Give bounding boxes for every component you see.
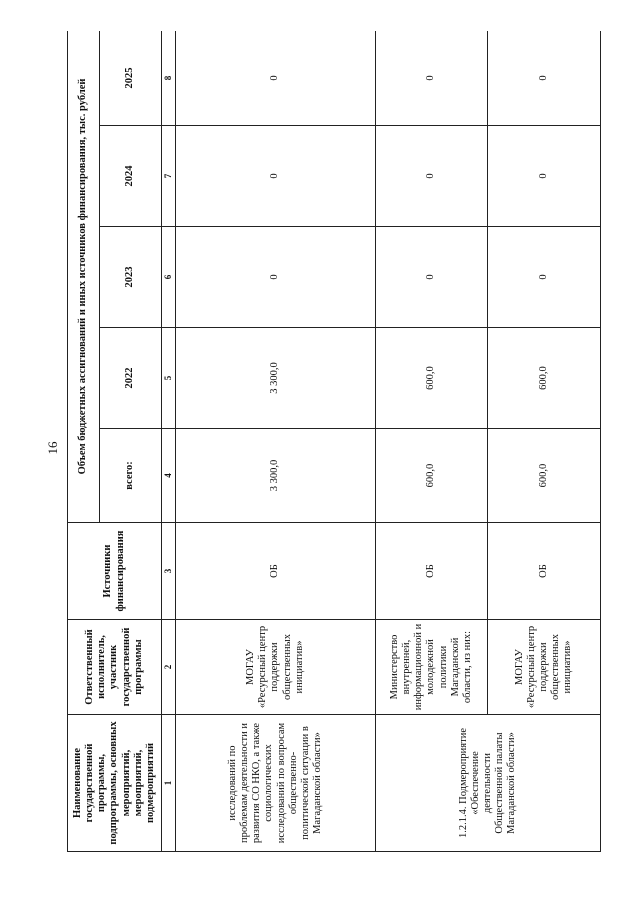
col-number: 2: [162, 620, 176, 715]
header-year-2022: 2022: [100, 328, 162, 429]
header-executor: Ответственный исполнитель, участник государственной программы: [68, 620, 162, 715]
row-2022: 600,0: [376, 328, 488, 429]
header-source: Источники финансирования: [68, 523, 162, 620]
row-source: ОБ: [376, 523, 488, 620]
header-year-2024: 2024: [100, 126, 162, 227]
row-total: 600,0: [488, 429, 601, 523]
header-total: всего:: [100, 429, 162, 523]
row-total: 600,0: [376, 429, 488, 523]
header-row-1: [68, 31, 100, 852]
row-2022: 3 300,0: [176, 328, 376, 429]
row-2023: 0: [488, 227, 601, 328]
col-number: 6: [162, 227, 176, 328]
row-2025: 0: [488, 31, 601, 126]
funding-table: [67, 31, 601, 852]
rotated-table-content: [67, 31, 601, 852]
col-number: 1: [162, 715, 176, 852]
table-row: [176, 31, 376, 852]
row-executor: МОГАУ «Ресурсный центр поддержки общественных инициатив»: [488, 620, 601, 715]
col-number: 4: [162, 429, 176, 523]
row-2025: 0: [376, 31, 488, 126]
row-2023: 0: [176, 227, 376, 328]
row-source: ОБ: [488, 523, 601, 620]
row-2023: 0: [376, 227, 488, 328]
header-year-2023: 2023: [100, 227, 162, 328]
col-number: 3: [162, 523, 176, 620]
page-number: 16: [45, 441, 60, 455]
row-2024: 0: [376, 126, 488, 227]
header-funding-group: Объем бюджетных ассигнований и иных источников финансирования, тыс. рублей: [68, 31, 100, 523]
col-number: 7: [162, 126, 176, 227]
row-2025: 0: [176, 31, 376, 126]
rotated-table-frame: [67, 31, 601, 852]
table-row: [376, 31, 488, 852]
col-number: 5: [162, 328, 176, 429]
row-executor: МОГАУ «Ресурсный центр поддержки общественных инициатив»: [176, 620, 376, 715]
row-2022: 600,0: [488, 328, 601, 429]
header-year-2025: 2025: [100, 31, 162, 126]
header-name: Наименование государственной программы, подпрограммы, основных мероприятий, мероприятий, подмероприятий: [68, 715, 162, 852]
row-2024: 0: [176, 126, 376, 227]
row-name: исследований по проблемам деятельности и развития СО НКО, а также социологических исследований по вопросам общественно-политической ситуации в Магаданской области»: [176, 715, 376, 852]
col-number: 8: [162, 31, 176, 126]
column-number-row: [162, 31, 176, 852]
row-name: 1.2.1.4. Подмероприятие «Обеспечение деятельности Общественной палаты Магаданской области»: [376, 715, 601, 852]
row-executor: Министерство внутренней, информационной и молодежной политики Магаданской области, из них:: [376, 620, 488, 715]
row-total: 3 300,0: [176, 429, 376, 523]
row-2024: 0: [488, 126, 601, 227]
row-source: ОБ: [176, 523, 376, 620]
